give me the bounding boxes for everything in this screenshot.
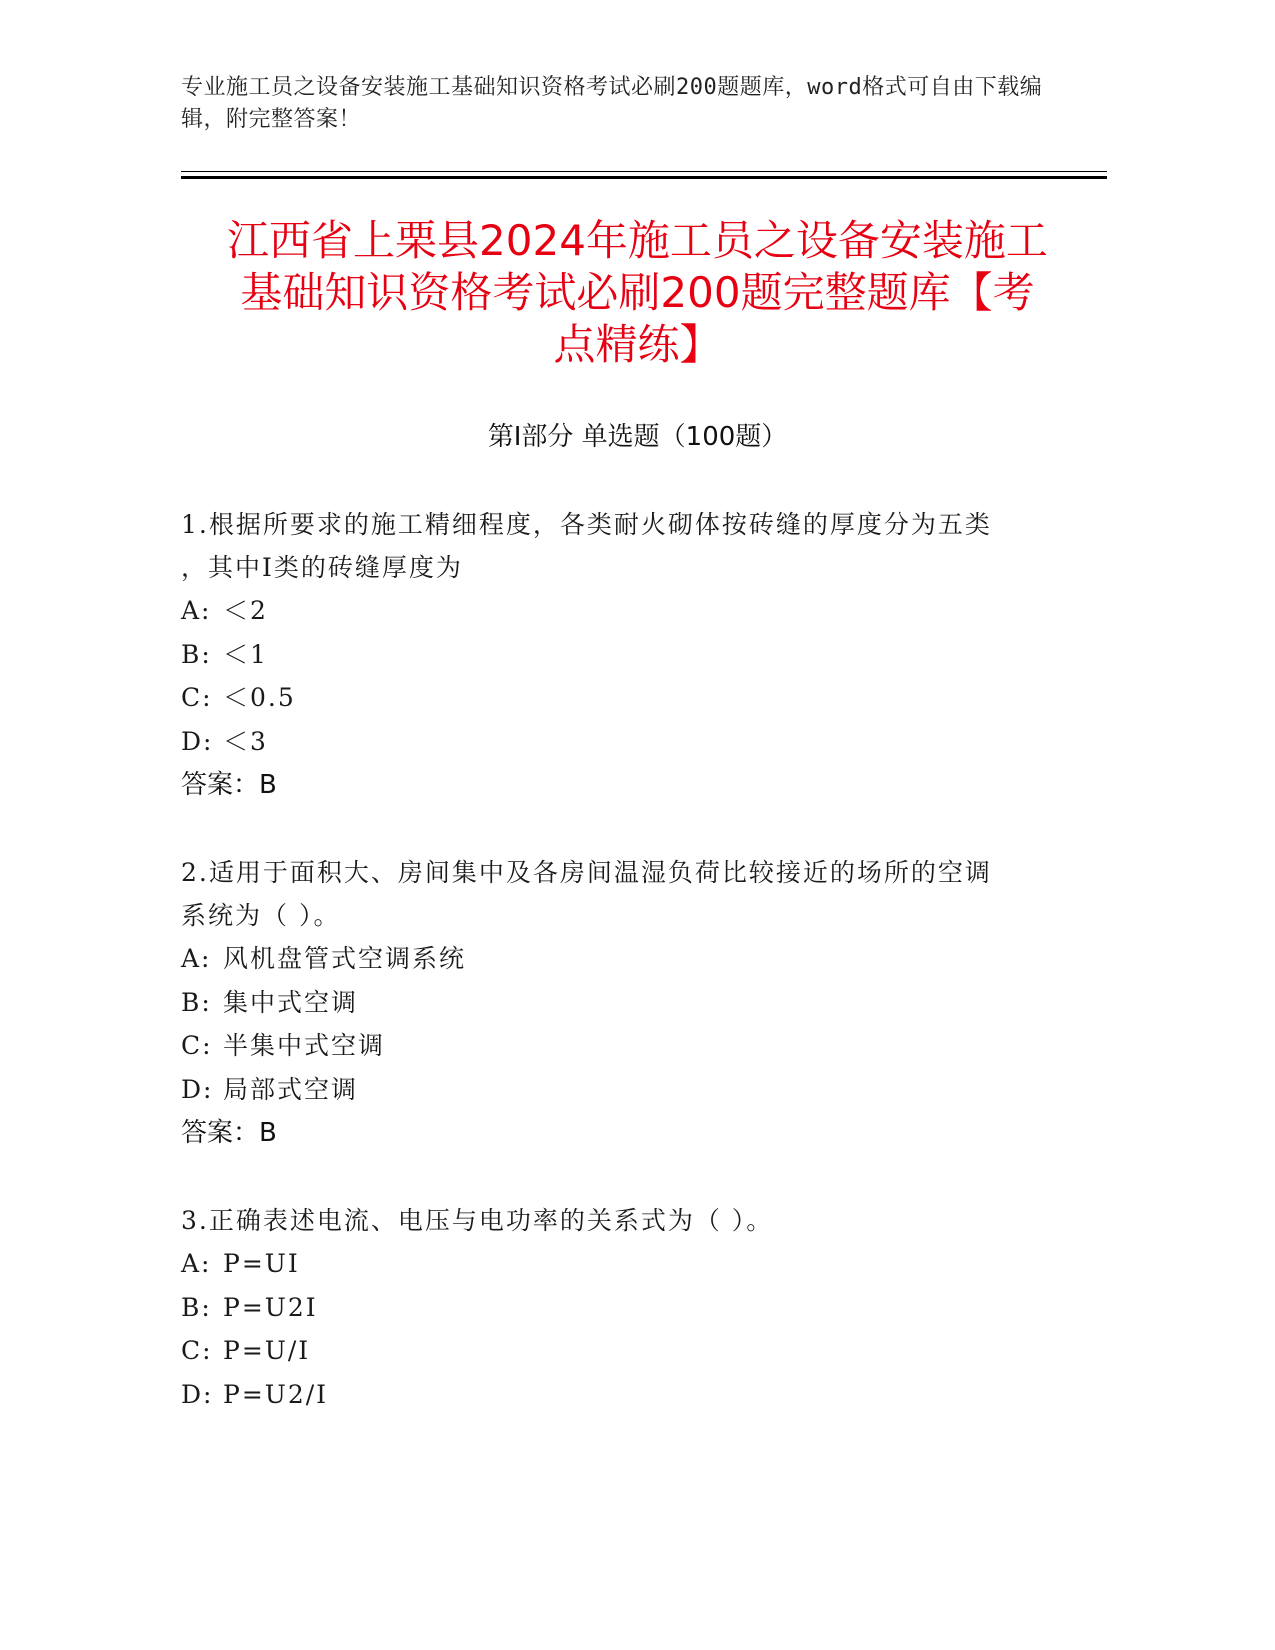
question-2: [181, 851, 1041, 1155]
question-text: 3.正确表述电流、电压与电功率的关系式为（ ）。: [181, 1206, 774, 1235]
header-note: 专业施工员之设备安装施工基础知识资格考试必刷200题题库，word格式可自由下载编辑，附完整答案！: [181, 75, 1043, 132]
question-text: 系统为（ ）。: [181, 901, 341, 930]
option-key: B:: [181, 987, 212, 1017]
option-b: [181, 1286, 1041, 1330]
section-heading: 第Ⅰ部分 单选题（100题）: [487, 422, 788, 452]
option-value: 局部式空调: [223, 1074, 359, 1104]
option-value: P=U2/I: [223, 1379, 329, 1409]
option-value: ＜2: [223, 596, 268, 625]
option-value: 集中式空调: [223, 987, 359, 1017]
answer: 答案：B: [181, 770, 277, 800]
option-value: ＜3: [223, 726, 268, 756]
option-a: [181, 589, 1041, 633]
option-d: [181, 1068, 1041, 1112]
document-title: [160, 215, 1115, 371]
option-value: ＜1: [223, 639, 268, 669]
question-text: ，其中Ⅰ类的砖缝厚度为: [181, 553, 463, 582]
option-key: A:: [181, 596, 212, 625]
option-key: B:: [181, 639, 212, 669]
option-a: [181, 1242, 1041, 1286]
option-b: [181, 633, 1041, 677]
question-text: 1.根据所要求的施工精细程度，各类耐火砌体按砖缝的厚度分为五类: [181, 510, 992, 539]
title-line: 点精练】: [553, 320, 722, 369]
option-key: D:: [181, 1074, 214, 1104]
option-value: ＜0.5: [223, 683, 296, 712]
question-1: [181, 503, 1041, 807]
title-line: 江西省上栗县2024年施工员之设备安装施工: [227, 216, 1048, 265]
question-text: 2.适用于面积大、房间集中及各房间温湿负荷比较接近的场所的空调: [181, 858, 992, 887]
option-value: P=U2I: [223, 1292, 318, 1322]
option-key: A:: [181, 944, 212, 973]
option-b: [181, 981, 1041, 1025]
option-c: [181, 1024, 1041, 1068]
title-line: 基础知识资格考试必刷200题完整题库【考: [240, 268, 1035, 317]
question-3: [181, 1199, 1041, 1416]
option-key: C:: [181, 1031, 213, 1060]
header-rule-thin: [181, 171, 1107, 172]
option-value: 风机盘管式空调系统: [223, 944, 467, 973]
option-key: C:: [181, 1336, 213, 1365]
option-key: C:: [181, 683, 213, 712]
option-value: P=U/I: [223, 1336, 311, 1365]
answer: 答案：B: [181, 1118, 277, 1148]
option-a: [181, 937, 1041, 981]
option-key: D:: [181, 726, 214, 756]
option-key: B:: [181, 1292, 212, 1322]
option-key: D:: [181, 1379, 214, 1409]
option-key: A:: [181, 1249, 212, 1278]
header-rule-thick: [181, 176, 1107, 179]
option-c: [181, 676, 1041, 720]
option-c: [181, 1329, 1041, 1373]
option-d: [181, 720, 1041, 764]
option-value: 半集中式空调: [223, 1031, 386, 1060]
option-d: [181, 1373, 1041, 1417]
option-value: P=UI: [223, 1249, 300, 1278]
